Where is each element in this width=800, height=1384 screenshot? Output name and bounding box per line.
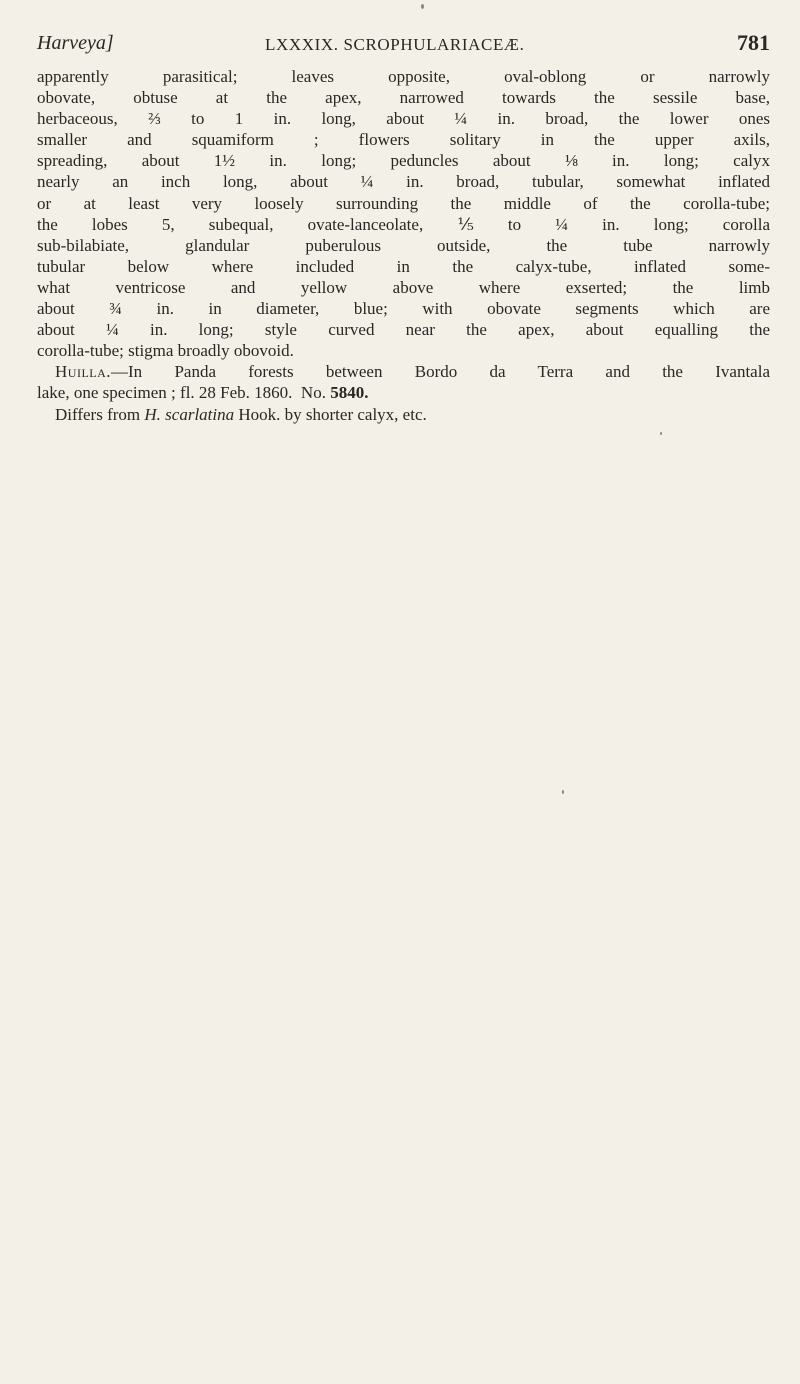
note-line bbox=[37, 404, 770, 425]
description-line: spreading, about 1½ in. long; peduncles about ⅛ in. long; calyx bbox=[37, 151, 770, 171]
locality-paragraph bbox=[37, 361, 770, 403]
locality-line bbox=[37, 382, 770, 403]
description-line: or at least very loosely surrounding the middle of the corolla-tube; bbox=[37, 193, 770, 213]
family-heading: LXXXIX. SCROPHULARIACEÆ. bbox=[265, 35, 525, 54]
note-paragraph bbox=[37, 404, 770, 425]
description-line: smaller and squamiform ; flowers solitary in the upper axils, bbox=[37, 130, 770, 150]
description-line: sub-bilabiate, glandular puberulous outside, the tube narrowly bbox=[37, 235, 770, 255]
locality-text: —In Panda forests between Bordo da Terra and the Ivantala bbox=[111, 362, 770, 382]
description-line: obovate, obtuse at the apex, narrowed towards the sessile base, bbox=[37, 88, 770, 108]
description-line: nearly an inch long, about ¼ in. broad, tubular, somewhat inflated bbox=[37, 172, 770, 192]
description-line: the lobes 5, subequal, ovate-lanceolate, ⅕ to ¼ in. long; corolla bbox=[37, 214, 770, 234]
genus-reference: Harveya] bbox=[37, 32, 114, 54]
collection-details: lake, one specimen ; fl. 28 Feb. 1860. No. bbox=[37, 383, 331, 403]
paper-speck bbox=[421, 4, 424, 9]
note-suffix: Hook. by shorter calyx, etc. bbox=[234, 404, 427, 424]
paper-speck bbox=[660, 432, 662, 435]
description-line: about ¼ in. long; style curved near the apex, about equalling the bbox=[37, 320, 770, 340]
note-prefix: Differs from bbox=[55, 404, 145, 424]
description-line: herbaceous, ⅔ to 1 in. long, about ¼ in. broad, the lower ones bbox=[37, 109, 770, 129]
locality-region: Huilla. bbox=[55, 362, 112, 382]
page-number: 781 bbox=[737, 30, 770, 55]
compared-species: H. scarlatina bbox=[144, 404, 235, 424]
paper-speck bbox=[562, 790, 564, 794]
species-description bbox=[37, 66, 770, 425]
description-line: tubular below where included in the calyx-tube, inflated some- bbox=[37, 256, 770, 276]
description-line: apparently parasitical; leaves opposite, oval-oblong or narrowly bbox=[37, 67, 770, 86]
description-line: about ¾ in. in diameter, blue; with obovate segments which are bbox=[37, 299, 770, 319]
running-header bbox=[37, 30, 770, 64]
locality-line bbox=[37, 361, 770, 382]
description-line: what ventricose and yellow above where exserted; the limb bbox=[37, 277, 770, 297]
description-line: corolla-tube; stigma broadly obovoid. bbox=[37, 341, 294, 361]
description-paragraph bbox=[37, 66, 770, 361]
specimen-number: 5840. bbox=[330, 383, 369, 403]
